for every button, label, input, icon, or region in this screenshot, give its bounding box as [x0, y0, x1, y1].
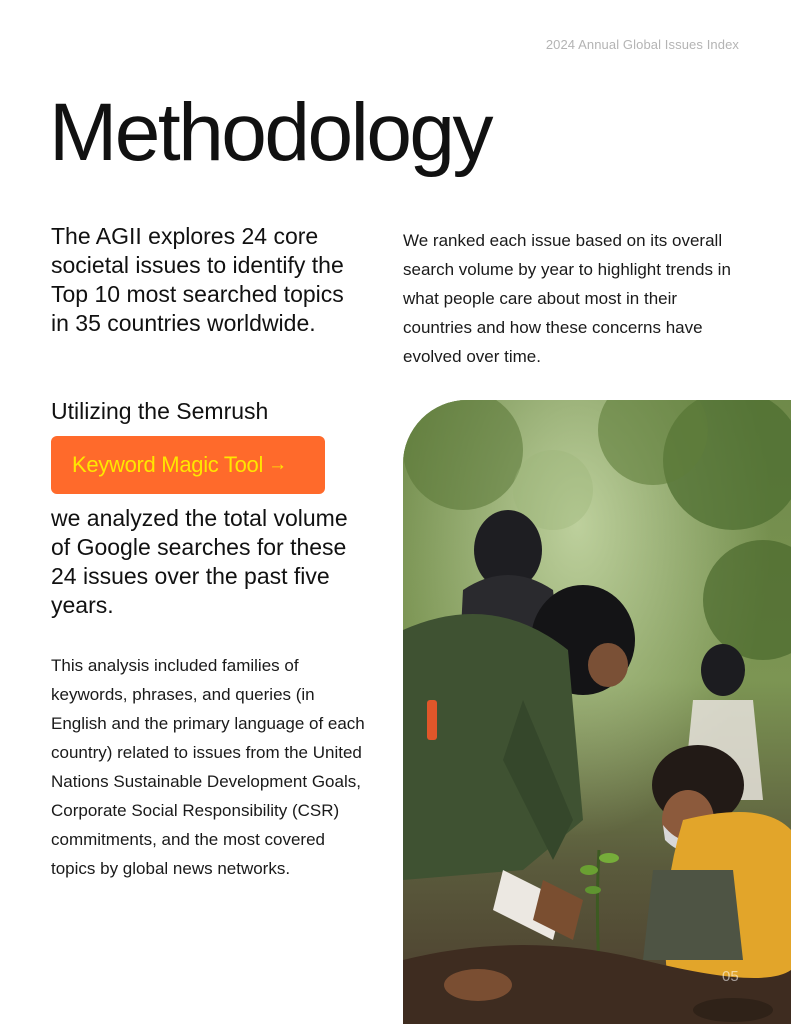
page-title: Methodology: [49, 87, 492, 178]
cta-label: Keyword Magic Tool: [72, 452, 264, 477]
ranking-paragraph: We ranked each issue based on its overall search volume by year to highlight trends in what people care about most in their countries and how these concerns have evolved over time.: [403, 231, 731, 366]
intro-paragraph: The AGII explores 24 core societal issues to identify the Top 10 most searched topics in 35 countries worldwide.: [51, 223, 344, 336]
details-paragraph: This analysis included families of keywords, phrases, and queries (in English and the primary language of each country) related to issues from the United Nations Sustainable Development Goals, Corporate Social Responsibility (CSR) commitments, and the most covered topics by global news networks.: [51, 656, 365, 878]
arrow-right-icon: →: [268, 454, 287, 475]
report-header-label: 2024 Annual Global Issues Index: [545, 37, 739, 52]
volunteers-planting-photo: [403, 400, 791, 1024]
analysis-paragraph: we analyzed the total volume of Google searches for these 24 issues over the past five years.: [51, 505, 348, 618]
page-number: 05: [722, 968, 739, 985]
semrush-lead-in: Utilizing the Semrush: [51, 398, 269, 424]
keyword-magic-tool-button[interactable]: [51, 436, 325, 494]
